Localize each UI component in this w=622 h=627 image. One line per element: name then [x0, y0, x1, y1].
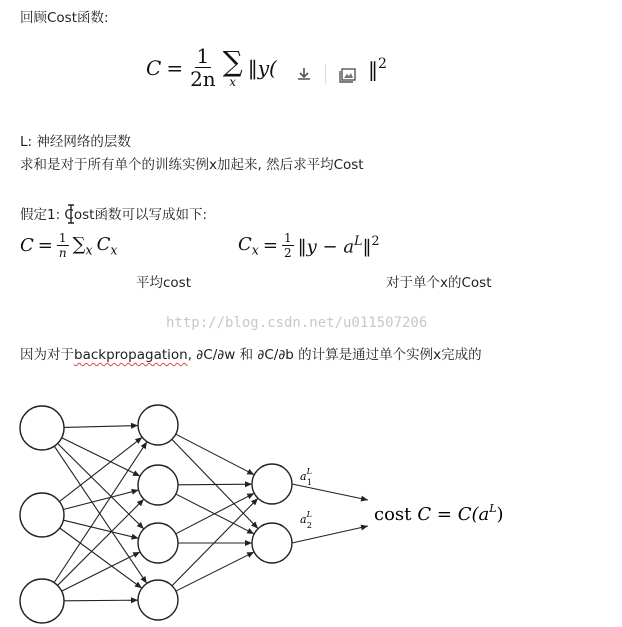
neuron-l1-0	[138, 405, 178, 445]
formula1-sum-symbol: ∑	[222, 44, 243, 78]
formula2-lhs: C	[20, 235, 34, 256]
formula3-norm-close: ‖	[362, 236, 372, 258]
edge-l1-0-0	[176, 434, 254, 475]
formula1-norm-start: ‖y(	[247, 55, 277, 80]
output-labels	[300, 467, 312, 530]
formula3-caption: 对于单个x的Cost	[386, 275, 492, 291]
edge-l0-0-0	[64, 426, 138, 428]
watermark: http://blog.csdn.net/u011507206	[166, 315, 428, 331]
formula2-sum-symbol: ∑	[72, 233, 86, 255]
backprop-suffix: , ∂C/∂w 和 ∂C/∂b 的计算是通过单个实例x完成的	[187, 347, 482, 363]
formula2-frac-den: n	[58, 246, 67, 260]
formula2-equals: =	[37, 235, 53, 256]
formula2-sum-sub: x	[85, 242, 93, 258]
edge-l0-1-2	[63, 520, 138, 538]
formula1-lhs: C	[146, 55, 162, 80]
edge-l0-2-0	[54, 442, 147, 583]
formula3-a-sup: L	[354, 233, 363, 249]
neuron-l1-1	[138, 465, 178, 505]
formula1-frac-num: 1	[196, 44, 210, 68]
output-label-1: $a^L$ 1	[300, 467, 312, 487]
formula3-norm-open: ‖y − a	[297, 236, 355, 258]
formula3-frac-num: 1	[283, 231, 292, 245]
formula3-lhs-sub: x	[251, 242, 259, 258]
edge-l0-1-1	[63, 490, 138, 509]
formula1-equals: =	[166, 55, 184, 80]
formula3-equals: =	[262, 235, 278, 256]
formula1-power: 2	[378, 56, 387, 72]
edge-l1-3-1	[176, 552, 254, 591]
formula2-term: C	[96, 233, 111, 255]
neuron-l0-0	[20, 406, 64, 450]
formula3-frac-den: 2	[283, 246, 292, 260]
formula1-norm-end: ‖	[368, 57, 378, 82]
network-edges	[54, 426, 368, 601]
neuron-l2-0	[252, 464, 292, 504]
edge-l1-1-0	[178, 484, 252, 485]
neuron-l2-1	[252, 523, 292, 563]
neuron-l1-3	[138, 580, 178, 620]
edge-l0-2-3	[64, 600, 138, 601]
edge-l1-3-0	[172, 498, 258, 585]
formula1-sum-sub: x	[229, 74, 237, 89]
neuron-l0-2	[20, 579, 64, 623]
neuron-l0-1	[20, 493, 64, 537]
formula2-caption: 平均cost	[136, 275, 192, 291]
backprop-prefix: 因为对于	[20, 347, 74, 363]
formula2-frac-num: 1	[58, 231, 67, 245]
formula3-lhs: C	[238, 233, 252, 255]
cost-label: cost $C = C(a^L)$	[374, 502, 504, 525]
assumption-text: 假定1: Cost函数可以写成如下:	[20, 207, 207, 223]
layer-definition: L: 神经网络的层数	[20, 134, 131, 150]
formula3-power: 2	[371, 233, 380, 249]
section-heading: 回顾Cost函数:	[20, 10, 109, 26]
neuron-l1-2	[138, 523, 178, 563]
output-arrow-1	[292, 484, 368, 500]
sum-definition: 求和是对于所有单个的训练实例x加起来, 然后求平均Cost	[20, 157, 364, 173]
formula1-frac-den: 2n	[190, 67, 216, 91]
backprop-word: backpropagation	[74, 347, 188, 363]
edge-l0-0-3	[54, 446, 147, 583]
output-arrow-2	[292, 526, 368, 543]
formula2-term-sub: x	[110, 242, 118, 258]
output-label-2: $a^L$ 2	[300, 510, 312, 530]
network-nodes	[20, 405, 292, 623]
